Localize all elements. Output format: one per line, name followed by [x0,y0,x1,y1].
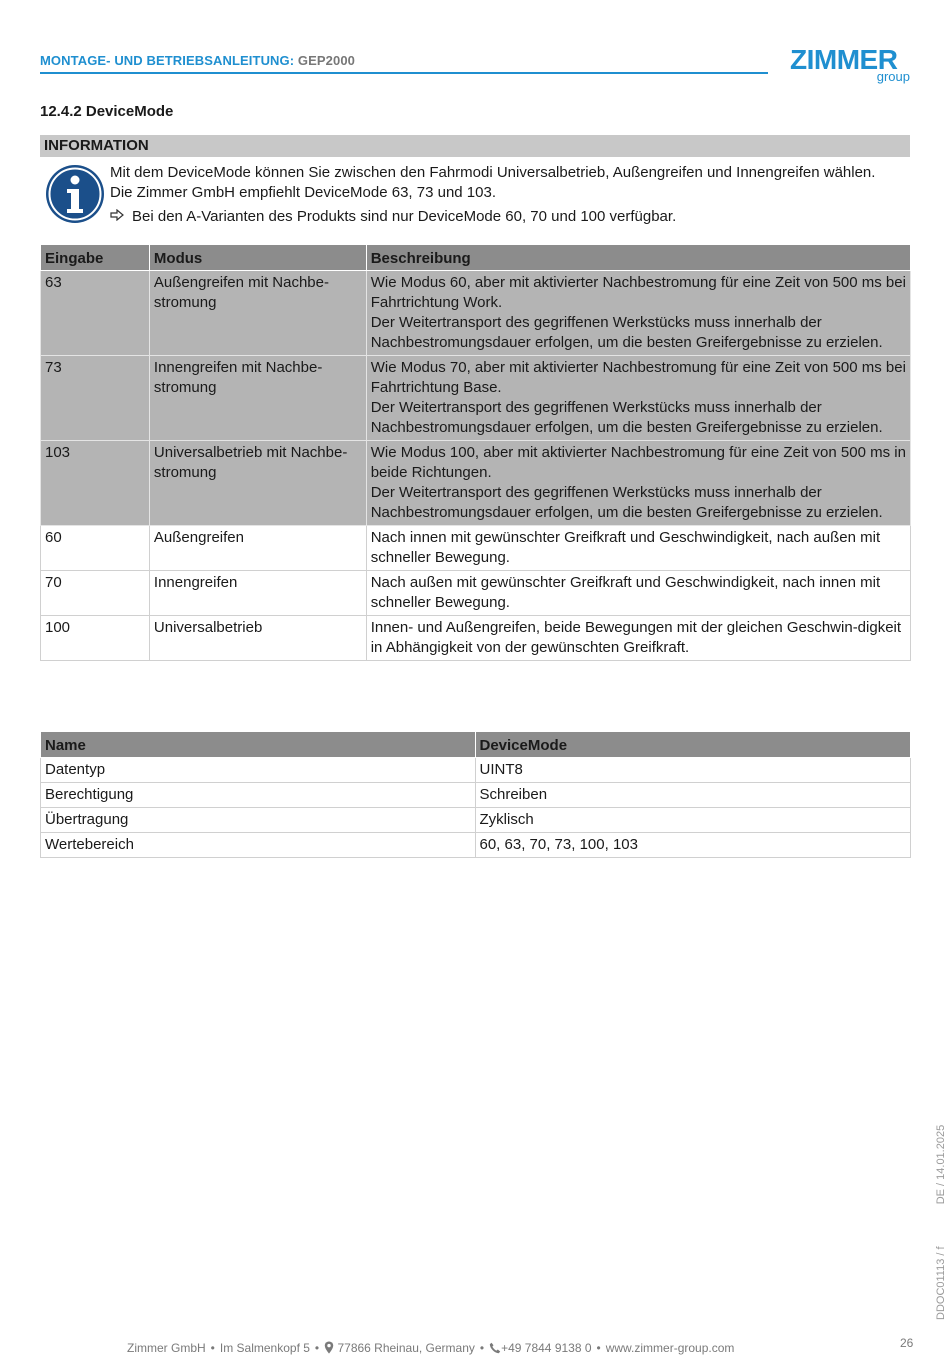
description-line: Wie Modus 70, aber mit aktivierter Nachbestromung für eine Zeit von 500 ms bei Fahrtrichtung Base. [370,359,906,396]
section-title: 12.4.2 DeviceMode [40,103,174,120]
column-header: Beschreibung [366,245,910,271]
document-date: DE / 14.01.2025 [935,1124,947,1205]
document-title-main: MONTAGE- UND BETRIEBSANLEITUNG: [40,53,295,68]
cell-mode: Universalbetrieb mit Nachbe-stromung [149,441,366,526]
description-line: Wie Modus 60, aber mit aktivierter Nachbestromung für eine Zeit von 500 ms bei Fahrtrichtung Work. [370,274,906,311]
company-logo [790,44,912,88]
table-header-row [41,245,911,271]
description-line: Der Weitertransport des gegriffenen Werkstücks muss innerhalb der Nachbestromungsdauer erfolgen, um die besten Greifergebnisse zu erzielen. [370,399,883,436]
cell-input: 70 [41,571,150,616]
document-title-product: GEP2000 [297,53,355,68]
table-row [41,783,911,808]
cell-input: 63 [41,271,150,356]
description-line: Der Weitertransport des gegriffenen Werkstücks muss innerhalb der Nachbestromungsdauer erfolgen, um die besten Greifergebnisse zu erzielen. [370,484,883,521]
property-value: 60, 63, 70, 73, 100, 103 [475,833,911,858]
cell-description [366,441,910,526]
property-value: Zyklisch [475,808,911,833]
cell-mode: Universalbetrieb [149,616,366,661]
info-icon [44,163,106,225]
header-divider [40,72,768,74]
property-name: Wertebereich [41,833,476,858]
table-row [41,571,911,616]
footer-company: Zimmer GmbH [127,1341,206,1355]
cell-input: 60 [41,526,150,571]
property-value: UINT8 [475,758,911,783]
location-pin-icon [324,1341,334,1355]
cell-description: Nach außen mit gewünschter Greifkraft und Geschwindigkeit, nach innen mit schneller Bewegung. [366,571,910,616]
cell-input: 103 [41,441,150,526]
information-body [40,157,910,231]
cell-input: 73 [41,356,150,441]
cell-mode: Innengreifen [149,571,366,616]
column-header: Eingabe [41,245,150,271]
table-row [41,526,911,571]
footer-street: Im Salmenkopf 5 [219,1341,310,1355]
footer-city: 77866 Rheinau, Germany [337,1341,475,1355]
column-header: DeviceMode [475,732,911,758]
table-row [41,271,911,356]
cell-mode: Innengreifen mit Nachbe-stromung [149,356,366,441]
cell-description: Innen- und Außengreifen, beide Bewegungen mit der gleichen Geschwin-digkeit in Abhängigkeit von der gewünschten Greifkraft. [366,616,910,661]
information-note [110,207,676,227]
table-row [41,616,911,661]
cell-mode: Außengreifen mit Nachbe-stromung [149,271,366,356]
logo-wordmark: ZIMMER [790,44,898,75]
information-box [40,135,910,231]
phone-icon [489,1341,501,1355]
information-heading: INFORMATION [40,135,910,157]
property-name: Übertragung [41,808,476,833]
document-title [40,53,355,68]
property-name: Berechtigung [41,783,476,808]
property-value: Schreiben [475,783,911,808]
column-header: Modus [149,245,366,271]
cell-mode: Außengreifen [149,526,366,571]
arrow-right-icon [110,207,132,227]
cell-description: Nach innen mit gewünschter Greifkraft und Geschwindigkeit, nach außen mit schneller Bewegung. [366,526,910,571]
cell-description [366,271,910,356]
cell-input: 100 [41,616,150,661]
information-text: Mit dem DeviceMode können Sie zwischen den Fahrmodi Universalbetrieb, Außengreifen und Innengreifen wählen. Die Zimmer GmbH empfiehlt DeviceMode 63, 73 und 103. [110,164,876,201]
cell-description [366,356,910,441]
device-mode-table [40,245,911,661]
table-row [41,356,911,441]
logo-subtitle: group [876,69,910,84]
table-header-row [41,732,911,758]
column-header: Name [41,732,476,758]
device-mode-properties-table [40,732,911,858]
table-row [41,833,911,858]
property-name: Datentyp [41,758,476,783]
document-reference [935,1100,947,1320]
information-note-text: Bei den A-Varianten des Produkts sind nur DeviceMode 60, 70 und 100 verfügbar. [132,208,677,225]
description-line: Wie Modus 100, aber mit aktivierter Nachbestromung für eine Zeit von 500 ms in beide Richtungen. [370,444,906,481]
table-row [41,441,911,526]
footer-website[interactable]: www.zimmer-group.com [605,1341,735,1355]
page-number: 26 [900,1336,914,1350]
table-row [41,808,911,833]
document-id: DDOC01113 / f [935,1246,947,1320]
footer-phone: +49 7844 9138 0 [501,1341,592,1355]
description-line: Der Weitertransport des gegriffenen Werkstücks muss innerhalb der Nachbestromungsdauer erfolgen, um die besten Greifergebnisse zu erzielen. [370,314,883,351]
table-row [41,758,911,783]
